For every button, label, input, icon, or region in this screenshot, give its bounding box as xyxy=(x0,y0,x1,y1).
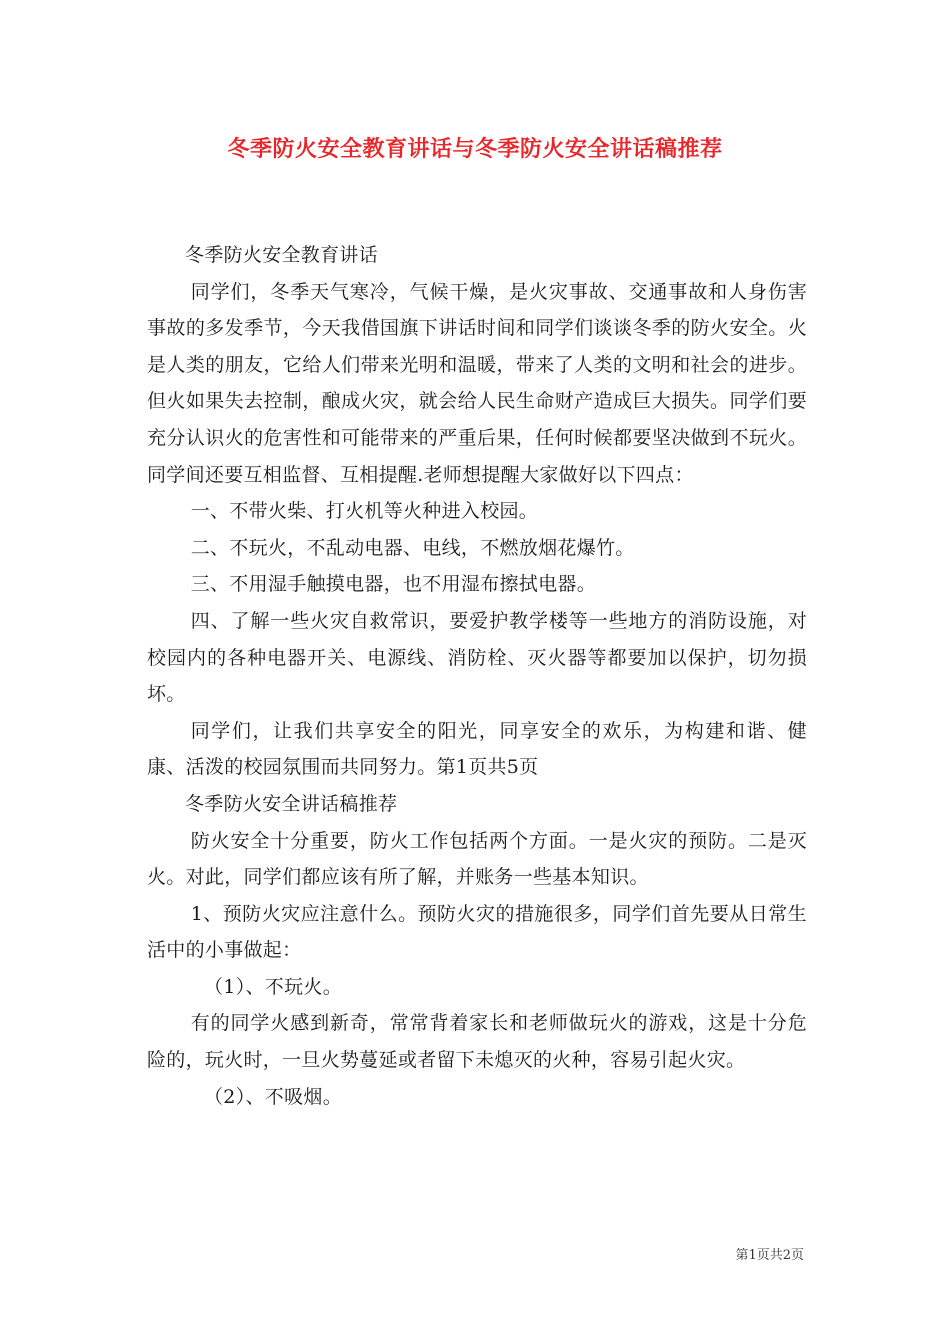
page-number: 第1页共2页 xyxy=(735,1248,804,1263)
list-item-4: 四、了解一些火灾自救常识，要爱护教学楼等一些地方的消防设施，对校园内的各种电器开关、电源线、消防栓、灭火器等都要加以保护，切勿损坏。 xyxy=(147,609,807,706)
list-item-1: 一、不带火柴、打火机等火种进入校园。 xyxy=(190,500,539,523)
document-title: 冬季防火安全教育讲话与冬季防火安全讲话稿推荐 xyxy=(227,136,723,162)
paragraph-overview: 防火安全十分重要，防火工作包括两个方面。一是火灾的预防。二是灭火。对此，同学们都应该有所了解，并账务一些基本知识。 xyxy=(147,829,807,889)
section-heading-2: 冬季防火安全讲话稿推荐 xyxy=(185,792,398,815)
paragraph-play-fire: 有的同学火感到新奇，常常背着家长和老师做玩火的游戏，这是十分危险的，玩火时，一旦火势蔓延或者留下未熄灭的火种，容易引起火灾。 xyxy=(147,1012,807,1072)
paragraph-intro: 同学们，冬季天气寒冷，气候干燥，是火灾事故、交通事故和人身伤害事故的多发季节，今天我借国旗下讲话时间和同学们谈谈冬季的防火安全。火是人类的朋友，它给人们带来光明和温暖，带来了人类的文明和社会的进步。但火如果失去控制，酿成火灾，就会给人民生命财产造成巨大损失。同学们要充分认识火的危害性和可能带来的严重后果，任何时候都要坚决做到不玩火。同学间还要互相监督、互相提醒.老师想提醒大家做好以下四点： xyxy=(147,280,807,486)
section-heading-1: 冬季防火安全教育讲话 xyxy=(185,244,379,266)
document-body xyxy=(147,237,807,1115)
sub-item-1: （1）、不玩火。 xyxy=(204,975,342,998)
list-item-2: 二、不玩火，不乱动电器、电线，不燃放烟花爆竹。 xyxy=(190,536,635,559)
list-item-3: 三、不用湿手触摸电器，也不用湿布擦拭电器。 xyxy=(190,573,596,596)
paragraph-closing: 同学们，让我们共享安全的阳光，同享安全的欢乐，为构建和谐、健康、活泼的校园氛围而共同努力。第1页共5页 xyxy=(147,719,807,779)
paragraph-prevention: 1、预防火灾应注意什么。预防火灾的措施很多，同学们首先要从日常生活中的小事做起： xyxy=(147,902,807,962)
sub-item-2: （2）、不吸烟。 xyxy=(204,1085,342,1108)
